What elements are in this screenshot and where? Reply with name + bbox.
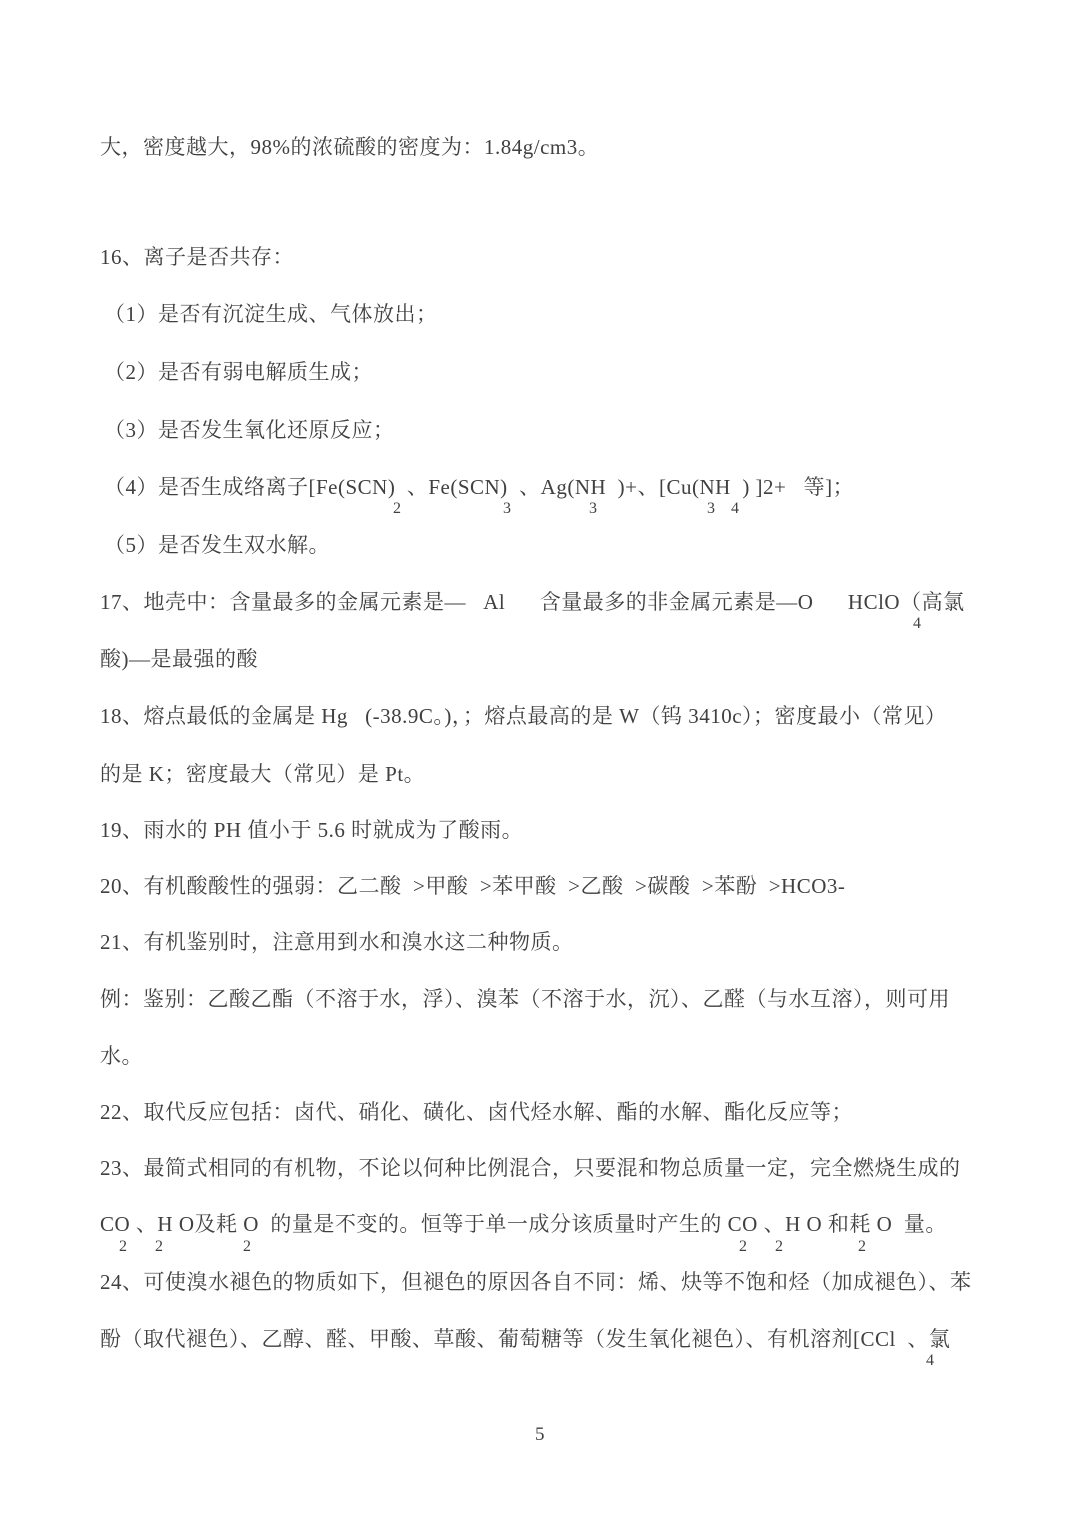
subscript: 2 xyxy=(739,1238,748,1255)
text-line: CO 、H O及耗 O 的量是不变的。恒等于单一成分该质量时产生的 CO 、H O 和耗 O 量。 xyxy=(100,1212,947,1236)
text-line: 18、熔点最低的金属是 Hg (-38.9C。)，；熔点最高的是 W（钨 3410c）；密度最小（常见） xyxy=(100,704,947,728)
text-line: 例：鉴别：乙酸乙酯（不溶于水，浮）、溴苯（不溶于水，沉）、乙醛（与水互溶），则可用 xyxy=(100,987,950,1011)
text-line: （1）是否有沉淀生成、气体放出； xyxy=(104,302,438,326)
text-line: 23、最简式相同的有机物，不论以何种比例混合，只要混和物总质量一定，完全燃烧生成的 xyxy=(100,1156,961,1180)
subscript-line xyxy=(0,615,1080,633)
subscript: 3 xyxy=(589,500,598,517)
subscript: 2 xyxy=(119,1238,128,1255)
subscript: 4 xyxy=(731,500,740,517)
text-line: 19、雨水的 PH 值小于 5.6 时就成为了酸雨。 xyxy=(100,818,524,842)
text-line: 水。 xyxy=(100,1044,143,1068)
subscript-line xyxy=(0,1352,1080,1370)
subscript: 2 xyxy=(393,500,402,517)
text-line: 22、取代反应包括：卤代、硝化、磺化、卤代烃水解、酯的水解、酯化反应等； xyxy=(100,1100,853,1124)
text-line: （3）是否发生氧化还原反应； xyxy=(104,418,395,442)
text-line: 17、地壳中：含量最多的金属元素是— Al 含量最多的非金属元素是—O HClO（高氯 xyxy=(100,590,965,614)
subscript: 4 xyxy=(926,1352,935,1369)
text-line: 21、有机鉴别时，注意用到水和溴水这二种物质。 xyxy=(100,930,574,954)
text-line: （4）是否生成络离子[Fe(SCN) 、Fe(SCN) 、Ag(NH )+、[Cu(NH ) ]2+ 等]； xyxy=(104,475,855,499)
text-line: 酚（取代褪色）、乙醇、醛、甲酸、草酸、葡萄糖等（发生氧化褪色）、有机溶剂[CCl 、氯 xyxy=(100,1327,951,1351)
text-line: （5）是否发生双水解。 xyxy=(104,533,330,557)
subscript-line xyxy=(0,1238,1080,1256)
text-line: 大，密度越大，98%的浓硫酸的密度为：1.84g/cm3。 xyxy=(100,135,600,159)
subscript: 2 xyxy=(243,1238,252,1255)
text-line: 24、可使溴水褪色的物质如下，但褪色的原因各自不同：烯、炔等不饱和烃（加成褪色）、苯 xyxy=(100,1270,972,1294)
subscript-line xyxy=(0,500,1080,518)
subscript: 2 xyxy=(775,1238,784,1255)
subscript: 2 xyxy=(155,1238,164,1255)
page-number: 5 xyxy=(535,1424,545,1445)
subscript: 4 xyxy=(913,615,922,632)
subscript: 2 xyxy=(858,1238,867,1255)
text-line: （2）是否有弱电解质生成； xyxy=(104,360,373,384)
text-line: 酸)—是最强的酸 xyxy=(100,647,258,671)
text-line: 的是 K；密度最大（常见）是 Pt。 xyxy=(100,762,426,786)
subscript: 3 xyxy=(503,500,512,517)
text-line: 20、有机酸酸性的强弱：乙二酸 >甲酸 >苯甲酸 >乙酸 >碳酸 >苯酚 >HCO3- xyxy=(100,874,846,898)
subscript: 3 xyxy=(707,500,716,517)
text-line: 16、离子是否共存： xyxy=(100,245,294,269)
